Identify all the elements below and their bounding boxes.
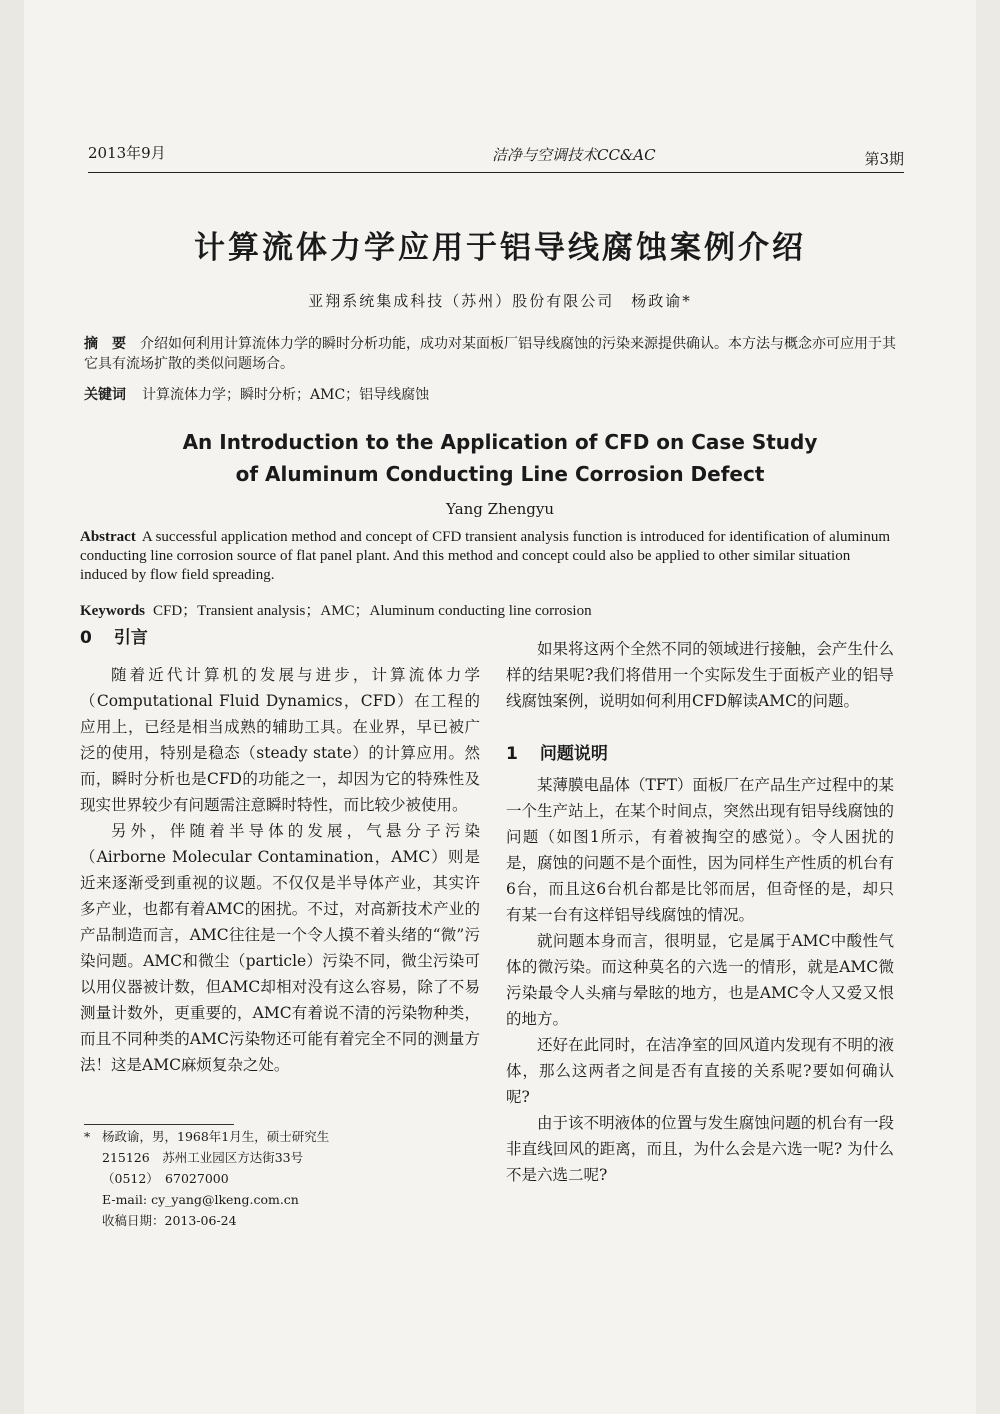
footnote-mark: *	[84, 1129, 91, 1144]
abstract-english	[80, 528, 900, 585]
right-column	[506, 636, 894, 1188]
section-1-title: 问题说明	[539, 744, 608, 764]
section-1-number: 1	[506, 744, 518, 764]
footnote-line: （0512） 67027000	[102, 1171, 229, 1186]
keywords-english	[80, 599, 900, 620]
footnote-author-info: 杨政谕，男，1968年1月生，硕士研究生	[102, 1129, 330, 1144]
title-english-line2: of Aluminum Conducting Line Corrosion Defect	[235, 462, 765, 486]
keywords-english-label: Keywords	[80, 603, 145, 619]
header-date: 2013年9月	[88, 144, 166, 162]
section-0-number: 0	[80, 628, 92, 648]
scan-edge-shadow	[0, 0, 24, 1414]
section-0-paragraph: 随着近代计算机的发展与进步，计算流体力学（Computational Fluid Dynamics，CFD）在工程的应用上，已经是相当成熟的辅助工具。在业界，早已被广泛的使用，特别是稳态（steady state）的计算应用。然而，瞬时分析也是CFD的功能之一，却因为它的特殊性及现实世界较少有问题需注意瞬时特性，而比较少被使用。	[80, 666, 480, 814]
title-chinese: 计算流体力学应用于铝导线腐蚀案例介绍	[194, 230, 806, 266]
footnote-line: E-mail: cy_yang@lkeng.com.cn	[102, 1192, 299, 1207]
footnote-line	[84, 1126, 484, 1147]
header-issue: 第3期	[864, 150, 904, 168]
section-1-paragraph: 还好在此同时，在洁净室的回风道内发现有不明的液体，那么这两者之间是否有直接的关系呢?要如何确认呢?	[506, 1036, 894, 1106]
running-header	[88, 136, 904, 173]
keywords-chinese-label: 关键词	[84, 387, 126, 403]
abstract-chinese-text: 介绍如何利用计算流体力学的瞬时分析功能，成功对某面板厂铝导线腐蚀的污染来源提供确认。本方法与概念亦可应用于其它具有流场扩散的类似问题场合。	[84, 336, 896, 372]
keywords-english-text: CFD；Transient analysis；AMC；Aluminum conducting line corrosion	[153, 603, 592, 619]
left-column	[80, 624, 480, 1078]
section-1-heading	[506, 740, 894, 768]
scan-edge-shadow	[976, 0, 1000, 1414]
section-0-title: 引言	[113, 628, 148, 648]
abstract-chinese	[84, 334, 900, 374]
author-footnote	[84, 1126, 484, 1231]
section-0-paragraph: 另外，伴随着半导体的发展，气悬分子污染（Airborne Molecular Contamination，AMC）则是近来逐渐受到重视的议题。不仅仅是半导体产业，其实许多产业，也都有着AMC的困扰。不过，对高新技术产业的产品制造而言，AMC往往是一个令人摸不着头绪的“微”污染问题。AMC和微尘（particle）污染不同，微尘污染可以用仪器被计数，但AMC却相对没有这么容易，除了不易测量计数外，更重要的，AMC有着说不清的污染物种类，而且不同种类的AMC污染物还可能有着完全不同的测量方法！这是AMC麻烦复杂之处。	[80, 822, 480, 1074]
section-1-paragraph: 由于该不明液体的位置与发生腐蚀问题的机台有一段非直线回风的距离，而且，为什么会是六选一呢? 为什么不是六选二呢?	[506, 1114, 894, 1184]
header-journal: 洁净与空调技术CC&AC	[492, 146, 656, 164]
section-1-paragraph: 某薄膜电晶体（TFT）面板厂在产品生产过程中的某一个生产站上，在某个时间点，突然出现有铝导线腐蚀的问题（如图1所示，有着被掏空的感觉）。令人困扰的是，腐蚀的问题不是个面性，因为同样生产性质的机台有6台，而且这6台机台都是比邻而居，但奇怪的是，却只有某一台有这样铝导线腐蚀的情况。	[506, 776, 894, 924]
right-intro-paragraph: 如果将这两个全然不同的领域进行接触，会产生什么样的结果呢?我们将借用一个实际发生于面板产业的铝导线腐蚀案例，说明如何利用CFD解读AMC的问题。	[506, 640, 894, 710]
abstract-english-text: A successful application method and concept of CFD transient analysis function is introduced for identification of aluminum conducting line corrosion source of flat panel plant. And this method and concept could also be applied to other similar situation induced by flow field spreading.	[80, 529, 890, 583]
keywords-chinese-text: 计算流体力学；瞬时分析；AMC；铝导线腐蚀	[142, 387, 430, 403]
footnote-divider	[84, 1124, 234, 1125]
title-english-line1: An Introduction to the Application of CFD on Case Study	[182, 430, 818, 454]
section-1-paragraph: 就问题本身而言，很明显，它是属于AMC中酸性气体的微污染。而这种莫名的六选一的情形，就是AMC微污染最令人头痛与晕眩的地方，也是AMC令人又爱又恨的地方。	[506, 932, 894, 1028]
section-0-heading	[80, 624, 480, 652]
abstract-english-label: Abstract	[80, 529, 136, 545]
title-english	[120, 426, 880, 490]
author-english: Yang Zhengyu	[445, 500, 555, 518]
abstract-chinese-label: 摘 要	[84, 336, 126, 352]
author-chinese: 亚翔系统集成科技（苏州）股份有限公司 杨政谕*	[308, 292, 692, 310]
footnote-line: 收稿日期：2013-06-24	[102, 1213, 237, 1228]
keywords-chinese	[84, 384, 900, 404]
footnote-line: 215126 苏州工业园区方达街33号	[102, 1150, 304, 1165]
